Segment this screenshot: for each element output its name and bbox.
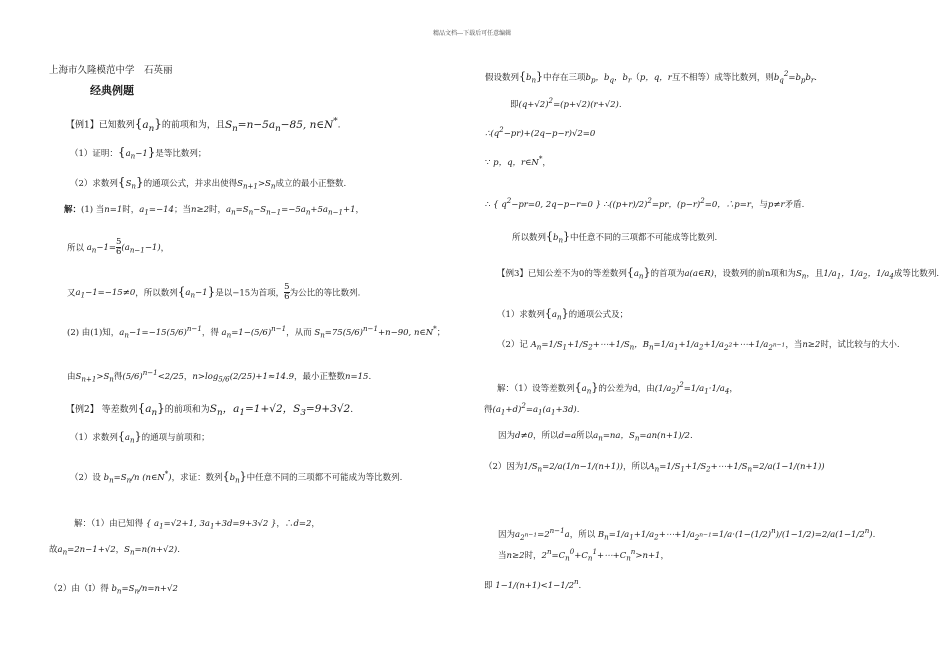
example3-title: 【例3】已知公差不为0的等差数列$\{a_n\}$的首项为a(a∈R)，设数列的前n项和为$S_n$，且$1/a_1$，$1/a_2$，$1/a_4$成等比数列. (497, 266, 940, 281)
right-line5: ∴ { $q^2-pr=0$, 2q−p−r=0 } $\therefore((p+r)/2)^2=pr$，$(p-r)^2=0$，∴p=r，与p≠r矛盾. (485, 196, 805, 210)
example3-solution-line1: 解：（1）设等差数列$\{a_n\}$的公差为d，由$(1/a_2)^2=1/a_1\cdot 1/a_4$， (497, 380, 738, 396)
example1-solution-line3: 又$a_1-1=-15\ne 0$，所以数列$\{a_n-1\}$是以−15为首项， $\frac{5}{6}$ 为公比的等比数列. (67, 282, 361, 303)
example1-title: 【例1】已知数列$\{a_n\}$的前项和为，且$S_n=n-5a_n-85$, n∈N*. (66, 116, 341, 134)
example3-question1: （1）求数列$\{a_n\}$的通项公式及； (497, 307, 629, 322)
example1-solution-line5: 由$S_{n+1}>S_n$得$(5/6)^{n-1}<2/25$，$n>\log_{5/6}(2/25)+1\approx 14.9$，最小正整数n=15. (67, 368, 372, 384)
right-line3: $\therefore(q^2-pr)+(2q-p-r)√2=0$ (485, 125, 596, 139)
example1-solution-line4: (2) 由(1)知，$a_n-1=-15(5/6)^{n-1}$，得 $a_n=1-(5/6)^{n-1}$，从而 $S_n=75(5/6)^{n-1}+n-90$, n∈N*； (67, 324, 446, 340)
example3-solution-line4: （2）因为$1/S_n=2/a(1/n-1/(n+1))$，所以$A_n=1/S_1+1/S_2+\cdots+1/S_n=2/a(1-1/(n+1))$ (484, 462, 825, 474)
example1-solution-line1: 解：(1) 当n=1时，$a_1=-14$；当n≥2时，$a_n=S_n-S_{n-1}=-5a_n+5a_{n-1}+1$， (64, 205, 365, 217)
right-line2: 即$(q+√2)^2=(p+√2)(r+√2)$. (510, 96, 622, 110)
example2-question1: （1）求数列$\{a_n\}$的通项与前项和； (70, 430, 210, 445)
example2-solution-line1: 解：（1）由已知得 { $a_1=√2+1$, $3a_1+3d=9+3√2$ }，∴d=2， (74, 519, 320, 531)
example3-question2: （2）记 $A_n=1/S_1+1/S_2+\cdots+1/S_n$，$B_n=1/a_1+1/a_2+1/a_{2^2}+\cdots+1/a_{2^{n-1}}$，当n≥2时，试比较与的大小. (497, 340, 900, 352)
example3-solution-line6: 当n≥2时，$2^n=C_n^0+C_n^1+\cdots+C_n^n>n+1$， (498, 547, 669, 563)
right-line1: 假设数列$\{b_n\}$中存在三项$b_p$，$b_q$，$b_r(p$，q，r互不相等）成等比数列，则$b_q^2=b_pb_r$. (485, 69, 817, 85)
example1-question2: （2）求数列$\{S_n\}$的通项公式，并求出使得$S_{n+1}>S_n$成立的最小正整数. (70, 175, 347, 191)
example3-solution-line3: 因为d≠0，所以d=a所以$a_n=na$，$S_n=an(n+1)/2$. (498, 431, 693, 443)
example3-solution-line2: 得$(a_1+d)^2=a_1(a_1+3d)$. (484, 401, 580, 417)
example1-solution-line2: 所以 $a_n-1=$ $\frac{5}{6}$ $(a_{n-1}-1)$， (67, 237, 170, 258)
section-title: 经典例题 (90, 84, 134, 97)
example2-solution-line2: 故$a_n=2n-1+√2$，$S_n=n(n+√2)$. (49, 545, 180, 557)
example1-question1: （1）证明：$\{a_n-1\}$是等比数列； (70, 145, 207, 161)
example2-title: 【例2】 等差数列$\{a_n\}$的前项和为$S_n$，$a_1=1+√2$，$S_3=9+3√2$. (66, 401, 354, 419)
example2-solution-line3: （2）由（Ⅰ）得 $b_n=S_n/n=n+√2$ (49, 584, 178, 596)
example2-question2: （2）设 $b_n=S_n/n$ (n∈N*)，求证：数列$\{b_n\}$中任意不同的三项都不可能成为等比数列. (70, 469, 403, 485)
right-line4: ∵ p，q，r∈N*， (485, 154, 551, 168)
author-line: 上海市久隆模范中学 石英丽 (49, 65, 173, 76)
page-header: 精品文档---下载后可任意编辑 (433, 30, 512, 37)
example3-solution-line5: 因为$a_{2^{n-1}}=2^{n-1}a$，所以 $B_n=1/a_1+1/a_2+\cdots+1/a_{2^{n-1}}=1/a\cdot(1-(1/2)^n)/(1-1/2)=2/a(1-1/2^n)$. (498, 526, 876, 542)
right-line6: 所以数列$\{b_n\}$中任意不同的三项都不可能成等比数列. (512, 230, 718, 245)
example3-solution-line7: 即 $1-1/(n+1)<1-1/2^n$. (484, 577, 582, 591)
